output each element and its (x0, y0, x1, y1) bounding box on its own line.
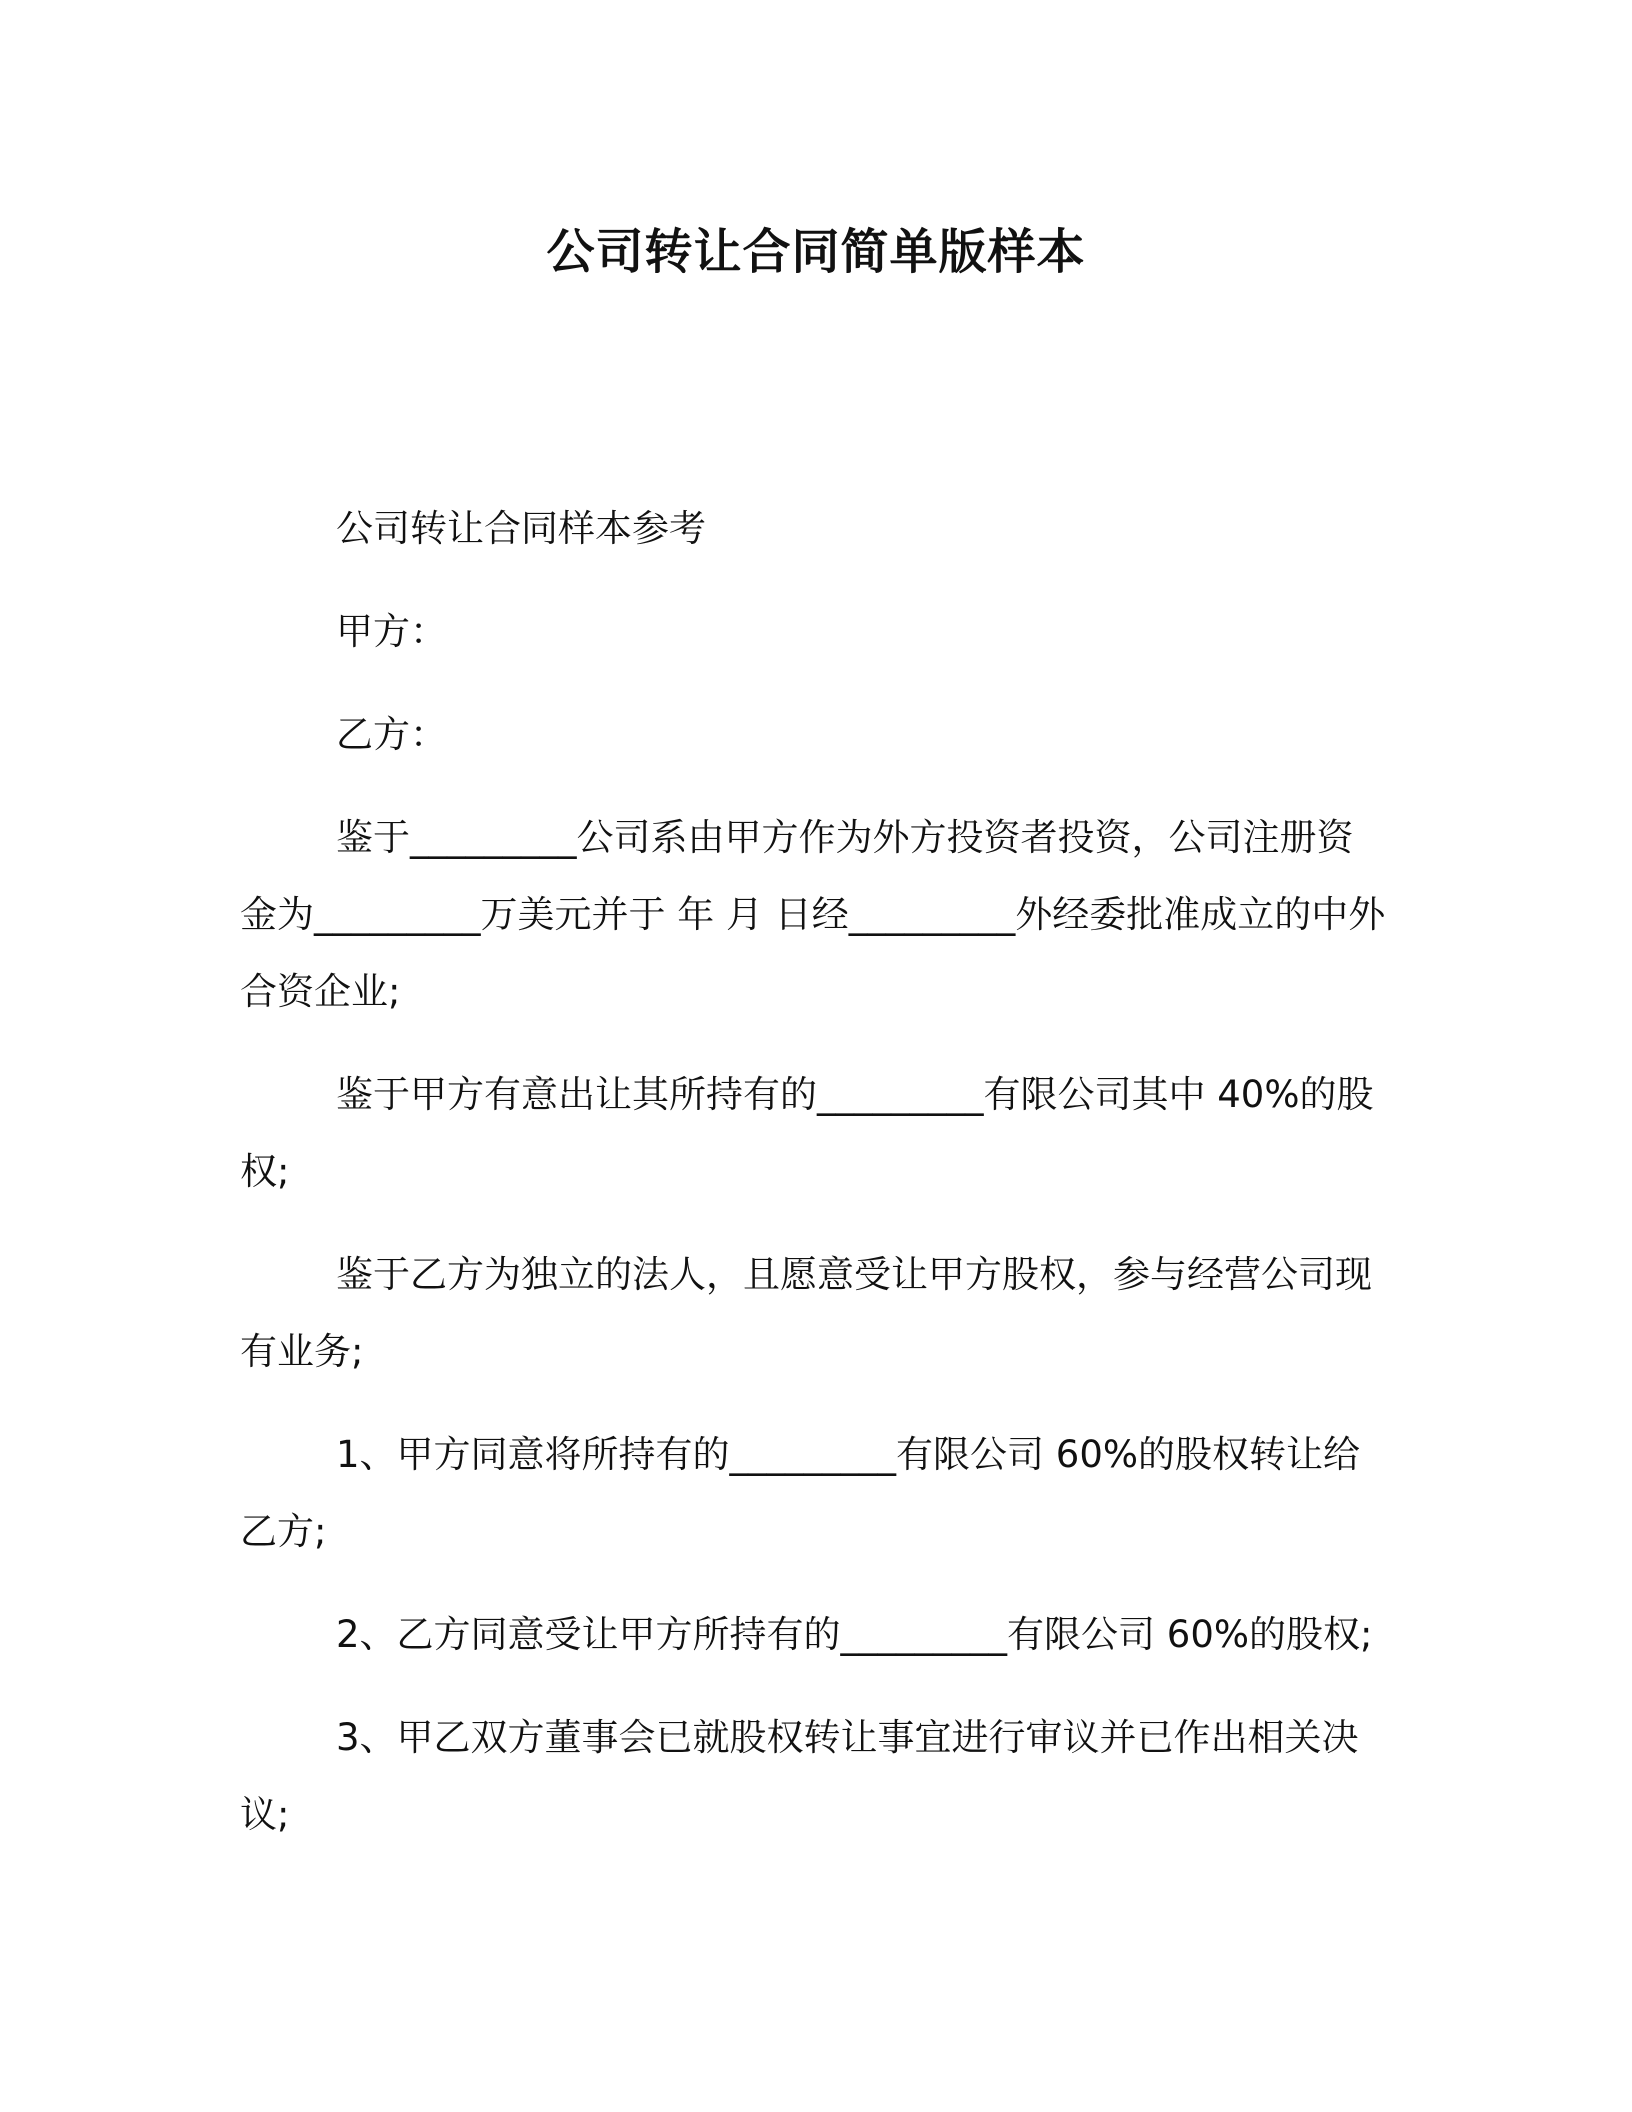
paragraph-whereas-3: 鉴于乙方为独立的法人，且愿意受让甲方股权，参与经营公司现有业务; (240, 1253, 1372, 1373)
document-title: 公司转让合同简单版样本 (546, 224, 1086, 280)
paragraph-whereas-1: 鉴于_________公司系由甲方作为外方投资者投资，公司注册资金为_________万美元并于 年 月 日经_________外经委批准成立的中外合资企业; (240, 816, 1386, 1013)
paragraph-party-b: 乙方： (336, 713, 447, 756)
paragraph-whereas-2: 鉴于甲方有意出让其所持有的_________有限公司其中 40%的股权; (240, 1073, 1374, 1193)
paragraph-clause-2: 2、乙方同意受让甲方所持有的_________有限公司 60%的股权; (336, 1613, 1373, 1656)
paragraph-clause-3: 3、甲乙双方董事会已就股权转让事宜进行审议并已作出相关决议; (240, 1716, 1359, 1836)
paragraph-subtitle: 公司转让合同样本参考 (336, 507, 706, 550)
paragraph-party-a: 甲方： (336, 610, 447, 653)
document-body (240, 490, 1390, 1879)
paragraph-clause-1: 1、甲方同意将所持有的_________有限公司 60%的股权转让给乙方; (240, 1433, 1361, 1553)
